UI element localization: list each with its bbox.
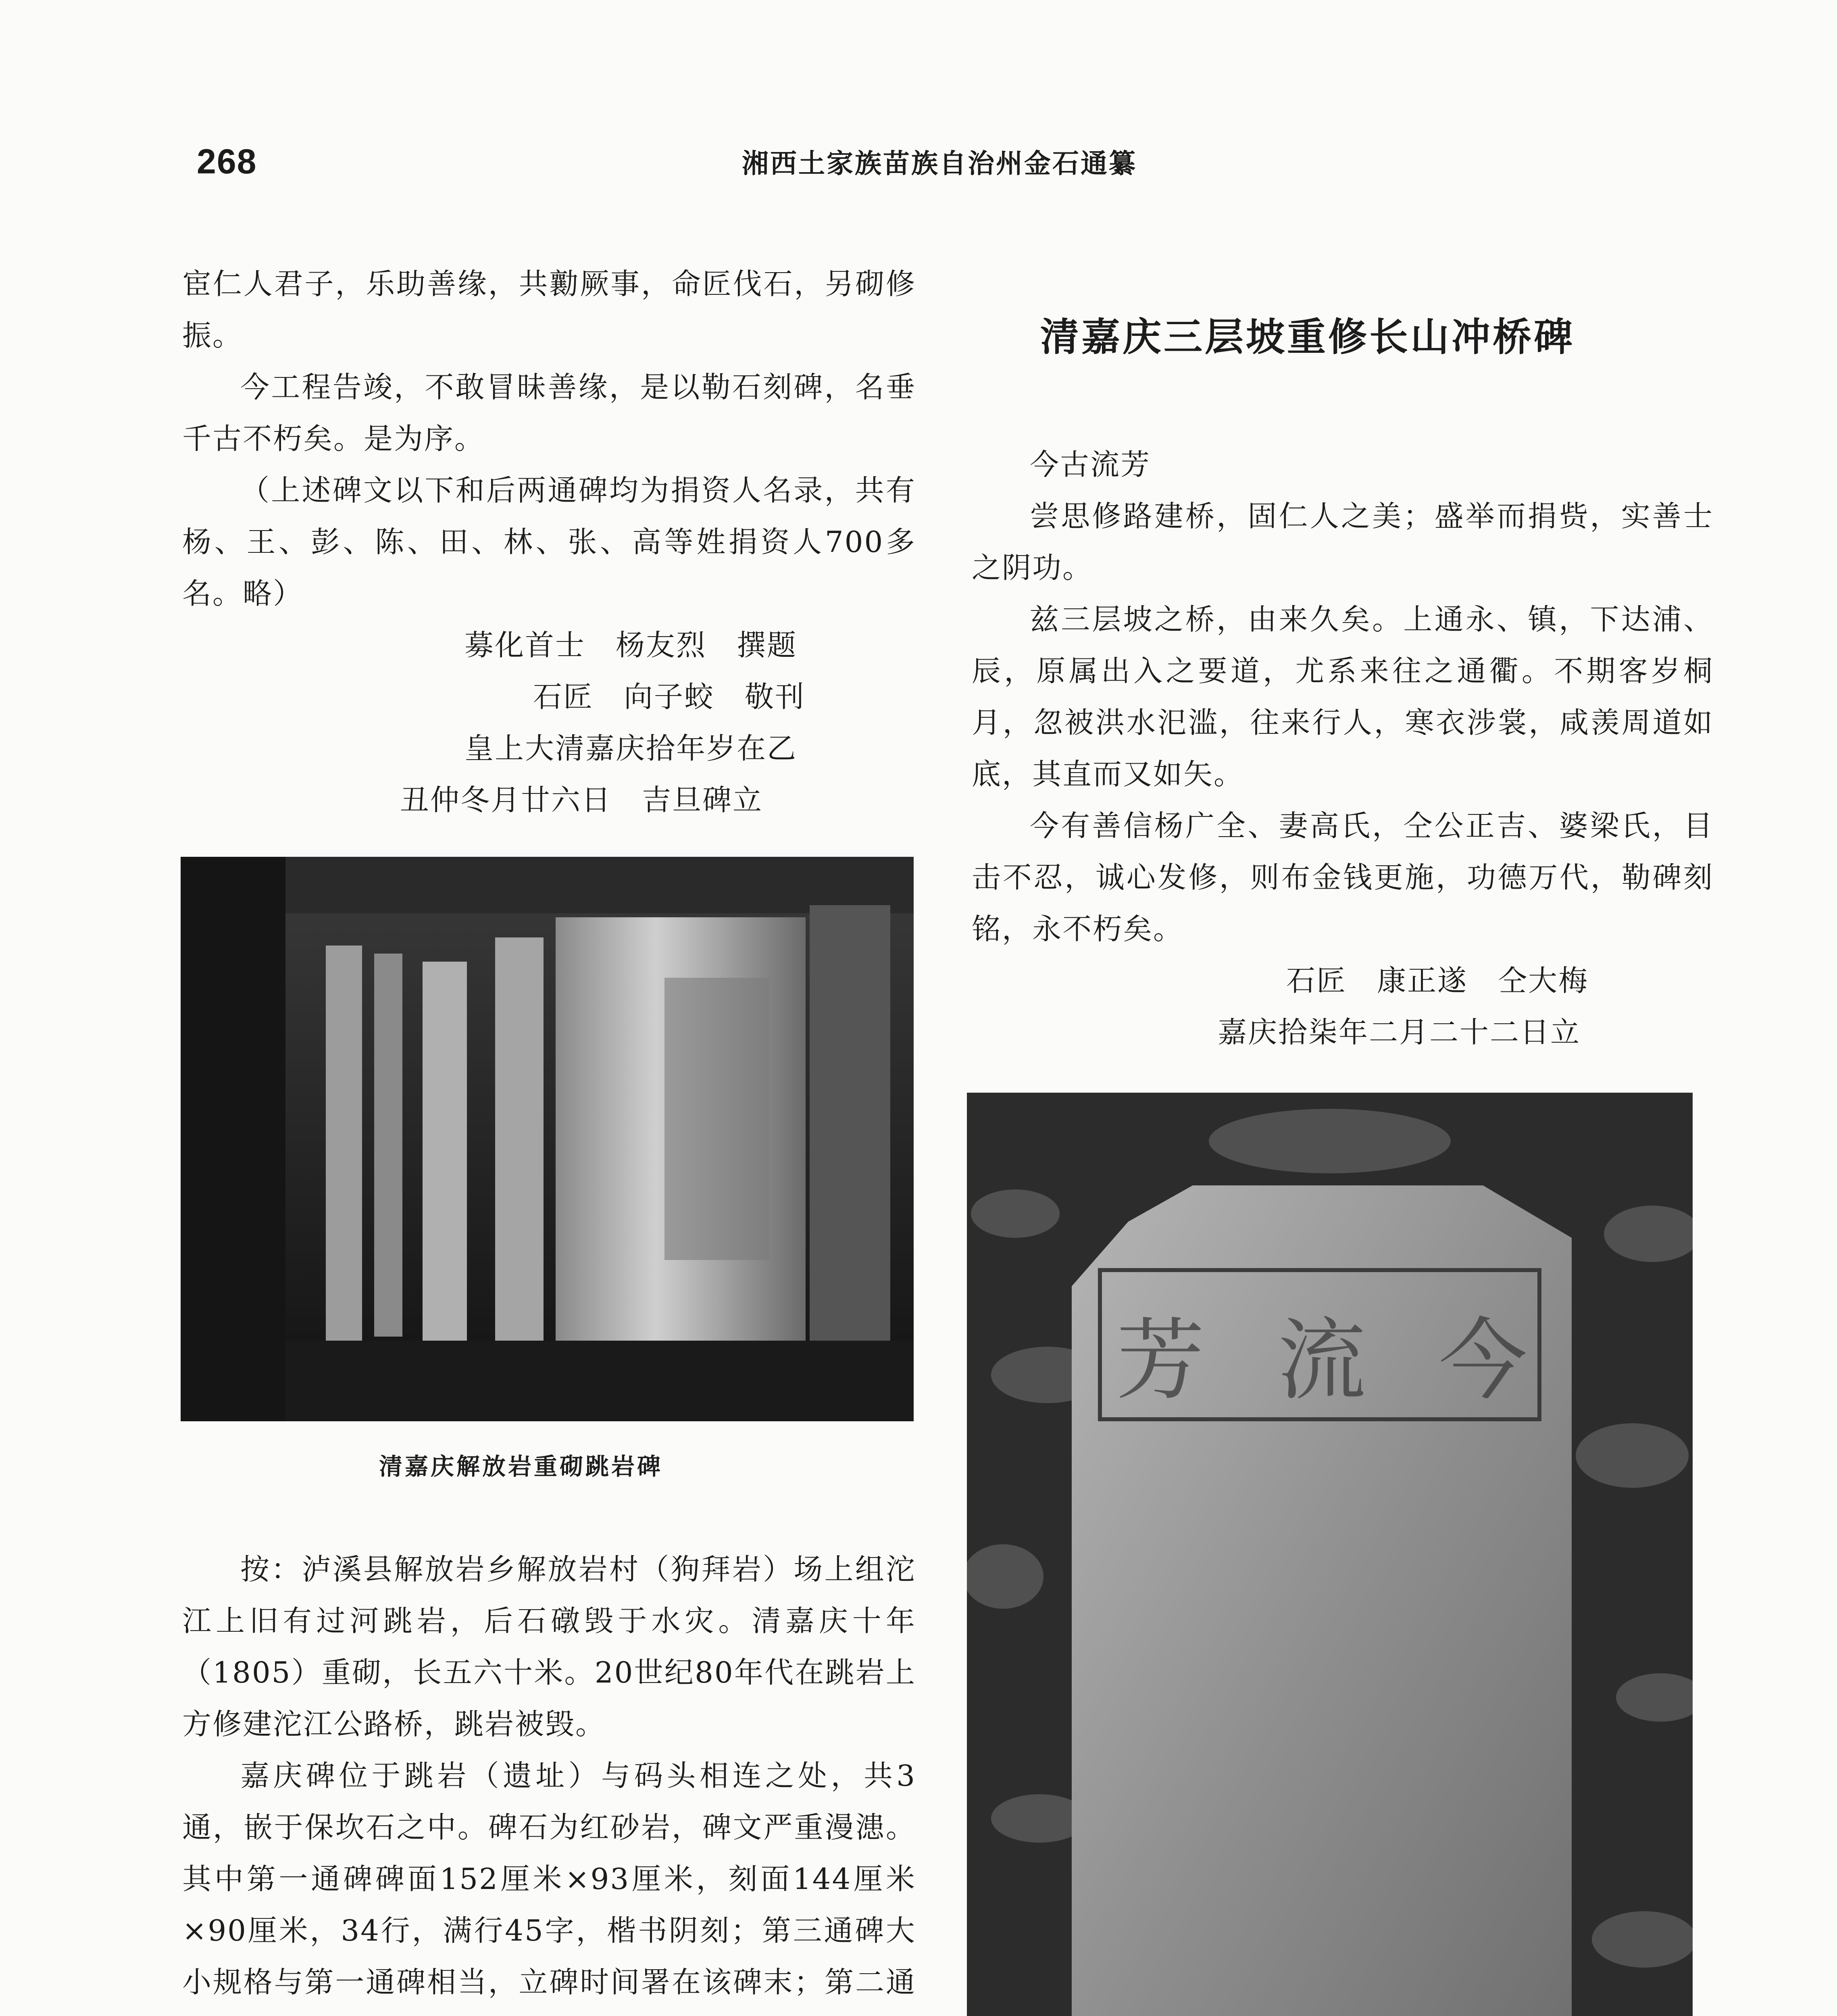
book-title: 湘西土家族苗族自治州金石通纂	[742, 148, 1137, 179]
paragraph: 宦仁人君子，乐助善缘，共勷厥事，命匠伐石，另砌修振。	[182, 267, 916, 352]
left-column-top-text	[182, 258, 916, 826]
page-number: 268	[197, 142, 257, 181]
right-column-text	[972, 439, 1714, 1058]
inscription-heading: 今古流芳	[1030, 448, 1151, 481]
signature-line: 丑仲冬月廿六日 吉旦碑立	[400, 783, 763, 817]
signature-line: 募化首士 杨友烈 撰题	[464, 628, 798, 662]
stele-inscription-character: 芳	[1116, 1309, 1205, 1412]
paragraph: 今工程告竣，不敢冒昧善缘，是以勒石刻碑，名垂千古不朽矣。是为序。	[182, 370, 916, 456]
photo-changshanchong-stele	[967, 1093, 1693, 2016]
paragraph: 今有善信杨广全、妻高氏，仝公正吉、婆梁氏，目击不忍，诚心发修，则布金钱更施，功德万代，勒碑刻铭，永不朽矣。	[972, 809, 1714, 946]
note-paragraph: 嘉庆碑位于跳岩（遗址）与码头相连之处，共3通，嵌于保坎石之中。碑石为红砂岩，碑文严重漫漶。其中第一通碑碑面152厘米×93厘米，刻面144厘米×90厘米，34行，满行45字，楷书阴刻；第三通碑大小规格与第一通碑相当，立碑时间署在该碑末；第二通	[182, 1759, 916, 1999]
signature-line: 皇上大清嘉庆拾年岁在乙	[464, 731, 798, 765]
signature-line: 石匠 向子蛟 敬刊	[533, 680, 806, 714]
stele-inscription-character: 今	[1439, 1309, 1528, 1412]
paragraph: 尝思修路建桥，固仁人之美；盛举而捐赀，实善士之阴功。	[972, 499, 1714, 585]
note-paragraph: 按：泸溪县解放岩乡解放岩村（狗拜岩）场上组沱江上旧有过河跳岩，后石礅毁于水灾。清嘉庆十年（1805）重砌，长五六十米。20世纪80年代在跳岩上方修建沱江公路桥，跳岩被毁。	[182, 1552, 916, 1741]
paragraph: （上述碑文以下和后两通碑均为捐资人名录，共有杨、王、彭、陈、田、林、张、高等姓捐资人700多名。略）	[182, 473, 916, 610]
left-column-notes	[182, 1543, 916, 2016]
photo-jiefangyan-stele	[181, 857, 914, 1421]
signature-line: 嘉庆拾柒年二月二十二日立	[1218, 1015, 1581, 1049]
stele-inscription-character: 流	[1277, 1309, 1366, 1412]
photo-caption: 清嘉庆解放岩重砌跳岩碑	[379, 1453, 663, 1480]
article-title: 清嘉庆三层坡重修长山冲桥碑	[1040, 314, 1575, 360]
paragraph: 兹三层坡之桥，由来久矣。上通永、镇，下达浦、辰，原属出入之要道，尤系来往之通衢。不期客岁桐月，忽被洪水汜滥，往来行人，寒衣涉裳，咸羡周道如底，其直而又如矢。	[972, 602, 1714, 791]
signature-line: 石匠 康正遂 仝大梅	[1286, 964, 1589, 998]
